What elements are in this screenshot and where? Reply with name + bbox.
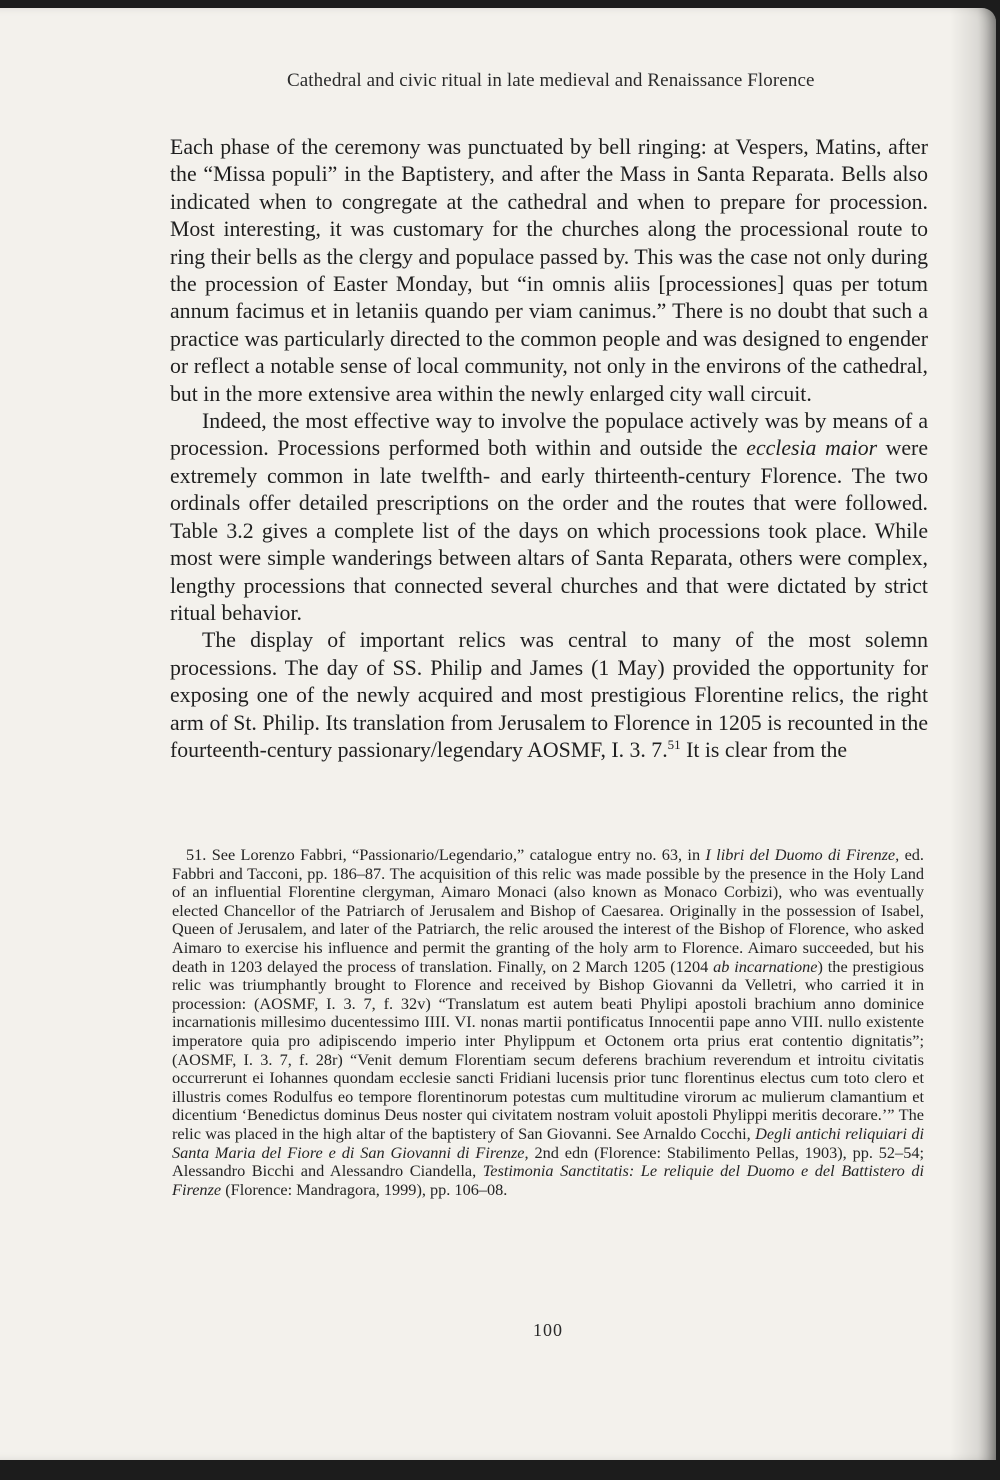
- main-text: [170, 134, 928, 764]
- paragraph-3: [170, 627, 928, 764]
- paragraph-2: [170, 408, 928, 627]
- paragraph-3-text-a: The display of important relics was central to many of the most solemn processions. The day of SS. Philip and James (1 May) provided the opportunity for exposing one of the newly acquired and most prestigious Florentine relics, the right arm of St. Philip. Its translation from Jerusalem to Florence in 1205 is recounted in the fourteenth-century passionary/legendary AOSMF, I. 3. 7.: [170, 628, 928, 762]
- footnotes: [172, 846, 924, 1199]
- paragraph-2-text-b: were extremely common in late twelfth- and early thirteenth-century Florence. The two ordinals offer detailed prescriptions on the order and the routes that were followed. Table 3.2 gives a complete list of the days on which processions took place. While most were simple wanderings between altars of Santa Reparata, others were complex, lengthy processions that connected several churches and that were dictated by strict ritual behavior.: [170, 436, 928, 625]
- footnote-text-2: ed. Fabbri and Tacconi, pp. 186–87. The acquisition of this relic was made possible by the presence in the Holy Land of an influential Florentine clergyman, Aimaro Monaci (also known as Monaco Corbizi), who was eventually elected Chancellor of the Patriarch of Jerusalem and Bishop of Caesarea. Originally in the possession of Isabel, Queen of Jerusalem, and later of the Patriarch, the relic aroused the interest of the Bishop of Florence, who asked Aimaro to exercise his influence and permit the granting of the holy arm to Florence. Aimaro succeeded, but his death in 1203 delayed the process of translation. Finally, on 2 March 1205 (1204: [172, 845, 924, 976]
- footnote-text-5: (Florence: Mandragora, 1999), pp. 106–08.: [221, 1179, 508, 1199]
- paragraph-1-text: Each phase of the ceremony was punctuated by bell ringing: at Vespers, Matins, after the “Missa populi” in the Baptistery, and after the Mass in Santa Reparata. Bells also indicated when to congregate at the cathedral and when to prepare for procession. Most interesting, it was customary for the churches along the processional route to ring their bells as the clergy and populace passed by. This was the case not only during the procession of Easter Monday, but “in omnis aliis [processiones] quas per totum annum facimus et in letaniis quando per viam canimus.” There is no doubt that such a practice was particularly directed to the common people and was designed to engender or reflect a notable sense of local community, not only in the environs of the cathedral, but in the more extensive area within the newly enlarged city wall circuit.: [170, 135, 928, 406]
- paragraph-2-italic: ecclesia maior: [746, 436, 878, 461]
- footnote-italic-4: Testimonia Sanctitatis: Le reliquie del Duomo e del Battistero di Firenze: [172, 1161, 925, 1199]
- paragraph-2-text-a: Indeed, the most effective way to involve the populace actively was by means of a procession. Processions performed both within and outside the: [170, 409, 928, 461]
- book-page: [0, 8, 996, 1460]
- footnote-number: 51.: [186, 845, 207, 864]
- footnote-text-4: 2nd edn (Florence: Stabilimento Pellas, 1903), pp. 52–54; Alessandro Bicchi and Alessandro Ciandella,: [172, 1142, 924, 1181]
- footnote-italic-3: Degli antichi reliquiari di Santa Maria del Fiore e di San Giovanni di Firenze,: [172, 1123, 924, 1162]
- footnote-text-1: See Lorenzo Fabbri, “Passionario/Legendario,” catalogue entry no. 63, in: [206, 845, 706, 864]
- footnote-italic-2: ab incarnatione: [713, 956, 818, 976]
- footnote-reference[interactable]: 51: [667, 736, 681, 752]
- paragraph-1: [170, 134, 928, 408]
- binding-shadow: [950, 8, 996, 1460]
- footnote-italic-1: I libri del Duomo di Firenze,: [705, 845, 900, 864]
- paragraph-3-text-b: It is clear from the: [680, 737, 848, 762]
- footnote-text-3: ) the prestigious relic was triumphantly brought to Florence and received by Bishop Giovanni da Velletri, who carried it in procession: (AOSMF, I. 3. 7, f. 32v) “Translatum est autem beati Phylipi apostoli brachium anno dominice incarnationis millesimo ducentessimo IIII. VI. nonas martii pontificatus Innocentii pape anno VIII. nullo existente imperatore quia pro adipiscendo imperio inter Phylippum et Octonem orta prius erat contentio dignitatis”; (AOSMF, I. 3. 7, f. 28r) “Venit demum Florentiam secum deferens brachium reverendum et introitu civitatis occurrerunt ei Iohannes quondam ecclesie sancti Fridiani lucensis prior tunc florentinus electus cum toto clero et illustris comes Rodulfus eo tempore florentinorum potestas cum multitudine virorum ac mulierum clamantium et dicentium ‘Benedictus dominus Deus noster qui civitatem nostram voluit apostoli Phylippi meritis decorare.’” The relic was placed in the high altar of the baptistery of San Giovanni. See Arnaldo Cocchi,: [172, 956, 925, 1143]
- running-head: Cathedral and civic ritual in late medieval and Renaissance Florence: [287, 70, 815, 91]
- footnote-51: [172, 846, 924, 1199]
- page-number: 100: [533, 1320, 563, 1340]
